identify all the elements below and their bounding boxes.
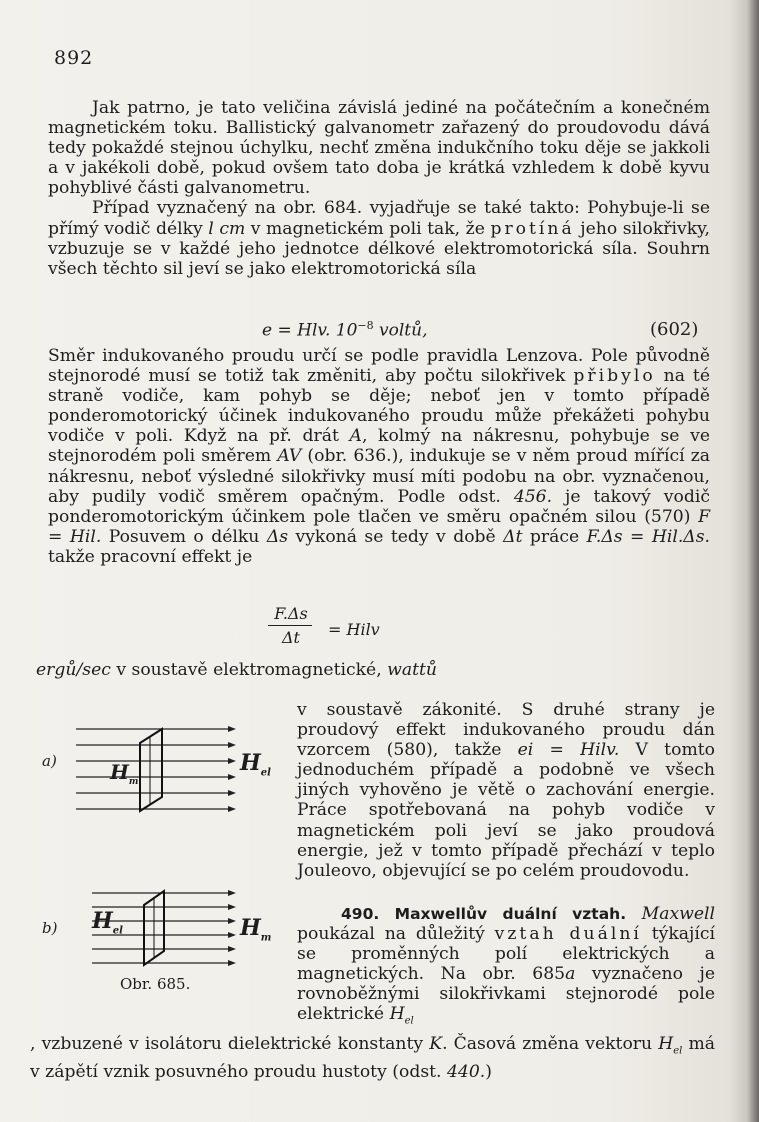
loop-b <box>144 891 164 965</box>
page-number: 892 <box>54 47 94 69</box>
section-490-title: 490. Maxwellův duální vztah. <box>341 905 627 923</box>
work-fraction-rhs: = Hilv <box>328 620 380 639</box>
paragraph-3: Směr indukovaného proudu určí se podle pravidla Lenzova. Pole původně stejnorodé musí se totiž tak změniti, aby počtu silokřivek přibylo na té straně vodiče, kam pohyb se děje; neboť jen v tomto případě ponderomotorický účinek indukovaného proudu může překážeti pohybu vodiče v poli. Když na př. drát A, kolmý na nákresnu, pohybuje se ve stejnorodém poli směrem AV (obr. 636.), indukuje se v něm proud mířící za nákresnu, neboť výsledné silokřivky musí míti podobu na obr. vyznačenou, aby pudily vodič směrem opačným. Podle odst. 456. je takový vodič ponderomotorickým účinkem pole tlačen ve směru opačném silou (570) F = Hil. Posuvem o délku Δs vykoná se tedy v době Δt práce F.Δs = Hil.Δs. takže pracovní effekt je <box>48 346 710 567</box>
paragraph-4-body: v soustavě zákonité. S druhé strany je proudový effekt indukovaného proudu dán vzorcem (580), takže ei = Hilv. V tomto jednoduchém případě a podobně ve všech jiných vyhověno je větě o zachování energie. Práce spotřebovaná na pohyb vodiče v magnetickém poli jeví se jako proudová energie, jež v tomto případě přechází v teplo Jouleovo, objevující se po celém proudovodu. <box>297 700 715 881</box>
label-Hel-a: $H_{el}$ <box>240 750 271 779</box>
figure-label-b: b) <box>42 919 58 937</box>
equation-602: e = Hlv. $10^{-8}$ voltů, <box>262 319 428 341</box>
loop-a <box>140 729 162 811</box>
equation-602-number: (602) <box>650 319 699 340</box>
text-block-middle <box>48 346 710 567</box>
page-edge-shadow <box>747 0 759 1122</box>
label-Hel-b: $H_{el}$ <box>92 908 123 937</box>
section-490-continuation: , vzbuzené v isolátoru dielektrické konstanty K. Časová změna vektoru $H_{el}$ má v zápětí vznik posuvného proudu hustoty (odst. 440.) <box>30 1034 715 1082</box>
figure-label-a: a) <box>42 752 57 770</box>
figure-caption: Obr. 685. <box>120 975 191 993</box>
paragraph-4-head: ergů/sec v soustavě elektromagnetické, wattů <box>36 660 437 680</box>
paragraph-2: Případ vyznačený na obr. 684. vyjadřuje se také takto: Pohybuje-li se přímý vodič délky l cm v magnetickém poli tak, že protíná jeho silokřivky, vzbuzuje se v každé jeho jednotce délkové elektromotorická síla. Souhrn všech těchto sil jeví se jako elektromotorická síla <box>48 198 711 279</box>
paragraph-1: Jak patrno, je tato veličina závislá jediné na počátečním a konečném magnetickém toku. Ballistický galvanometr zařazený do proudovodu dává tedy pokaždé stejnou úchylku, nechť změna indukčního toku děje se jakkoli a v jakékoli době, pokud ovšem tato doba je krátká vzhledem k době kyvu pohyblivé části galvanometru. <box>48 98 710 199</box>
text-block-top <box>48 98 710 279</box>
label-Hm-a: $H_m$ <box>110 760 139 787</box>
label-Hm-b: $H_m$ <box>240 915 272 944</box>
work-fraction: F.Δs Δt <box>270 604 312 647</box>
section-490: 490. Maxwellův duální vztah. Maxwell poukázal na důležitý vztah duální týkající se proměnných polí elektrických a magnetických. Na obr. 685a vyznačeno je rovnoběžnými silokřivkami stejnorodé pole elektrické $H_{el}$ <box>297 904 716 1027</box>
